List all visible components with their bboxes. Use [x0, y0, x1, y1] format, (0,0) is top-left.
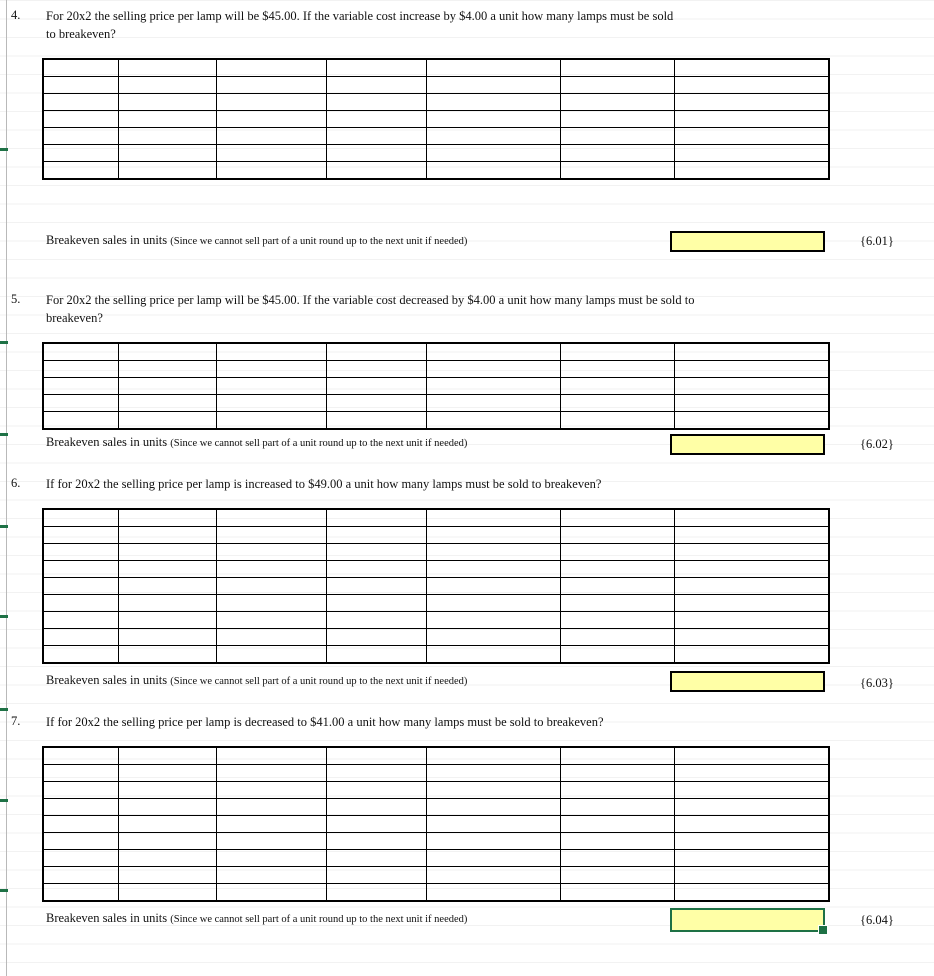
- work-table[interactable]: [42, 746, 830, 902]
- answer-cell-selected[interactable]: [670, 908, 825, 932]
- row-marker: [0, 889, 8, 892]
- reference-code: {6.03}: [860, 676, 894, 690]
- question-text: For 20x2 the selling price per lamp will be $45.00. If the variable cost increase by $4.00 a unit how many lamps must be sold to breakeven?: [46, 9, 674, 41]
- breakeven-label: Breakeven sales in units (Since we cannot sell part of a unit round up to the next unit if needed): [46, 911, 468, 925]
- row-marker: [0, 148, 8, 151]
- question-number: 6.: [11, 476, 21, 490]
- question-text: If for 20x2 the selling price per lamp is decreased to $41.00 a unit how many lamps must be sold to breakeven?: [46, 715, 604, 729]
- work-table[interactable]: [42, 58, 830, 180]
- question-text: For 20x2 the selling price per lamp will be $45.00. If the variable cost decreased by $4.00 a unit how many lamps must be sold to breakeven?: [46, 293, 695, 325]
- breakeven-label: Breakeven sales in units (Since we cannot sell part of a unit round up to the next unit if needed): [46, 673, 468, 687]
- fill-handle[interactable]: [818, 925, 828, 935]
- row-marker: [0, 341, 8, 344]
- row-marker: [0, 615, 8, 618]
- row-marker: [0, 799, 8, 802]
- question-text: If for 20x2 the selling price per lamp is increased to $49.00 a unit how many lamps must be sold to breakeven?: [46, 477, 602, 491]
- answer-cell[interactable]: [670, 671, 825, 692]
- sheet-left-edge: [6, 0, 7, 976]
- question-number: 4.: [11, 8, 21, 22]
- row-marker: [0, 433, 8, 436]
- row-marker: [0, 525, 8, 528]
- answer-cell[interactable]: [670, 231, 825, 252]
- work-table[interactable]: [42, 342, 830, 430]
- breakeven-label: Breakeven sales in units (Since we cannot sell part of a unit round up to the next unit if needed): [46, 435, 468, 449]
- reference-code: {6.04}: [860, 913, 894, 927]
- row-marker: [0, 708, 8, 711]
- reference-code: {6.01}: [860, 234, 894, 248]
- answer-cell[interactable]: [670, 434, 825, 455]
- breakeven-label: Breakeven sales in units (Since we cannot sell part of a unit round up to the next unit if needed): [46, 233, 468, 247]
- question-number: 5.: [11, 292, 21, 306]
- work-table[interactable]: [42, 508, 830, 664]
- question-number: 7.: [11, 714, 21, 728]
- reference-code: {6.02}: [860, 437, 894, 451]
